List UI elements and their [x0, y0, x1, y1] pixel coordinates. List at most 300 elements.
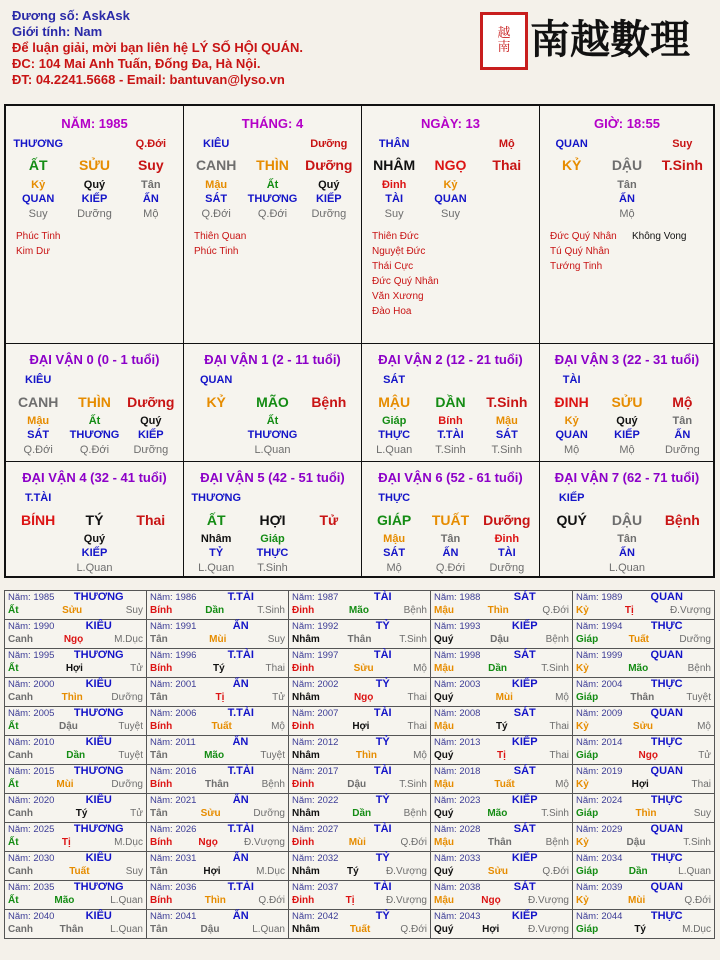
- year-god: T.TÀI: [227, 881, 254, 893]
- hidden-god: QUAN: [555, 429, 588, 441]
- year-cell-bottom: [292, 662, 427, 675]
- year-cell-bottom: [8, 836, 143, 849]
- hidden-state: L.Quan: [608, 562, 646, 574]
- year-label: Năm: 2039: [576, 882, 623, 893]
- year-cell-bottom: [292, 691, 427, 704]
- year-row: [5, 620, 715, 649]
- year-state: T.Sinh: [683, 837, 711, 848]
- year-branch: Ngọ: [198, 837, 218, 848]
- year-god: SÁT: [513, 823, 536, 835]
- year-cell: [431, 794, 573, 823]
- year-god: THƯƠNG: [73, 823, 124, 835]
- year-cell-top: [150, 794, 285, 807]
- blank: [123, 374, 179, 387]
- blank: [123, 492, 179, 505]
- hidden-state: Mộ: [386, 562, 402, 574]
- year-god: KIÊU: [85, 852, 112, 864]
- year-cell-top: [576, 823, 711, 836]
- year-cell-top: [576, 620, 711, 633]
- cell-row: [544, 179, 710, 192]
- year-cell: [5, 678, 147, 707]
- cell-row: [544, 208, 710, 221]
- year-cell-top: [8, 823, 143, 836]
- hidden-stem: Nhâm: [200, 533, 232, 545]
- cell-row: [10, 374, 179, 387]
- year-god: QUAN: [650, 765, 683, 777]
- hidden-god: THỰC: [256, 547, 289, 559]
- year-label: Năm: 2024: [576, 795, 623, 806]
- year-god: SÁT: [513, 649, 536, 661]
- year-label: Năm: 1987: [292, 592, 339, 603]
- year-cell: [573, 765, 715, 794]
- hidden-god: TÀI: [385, 193, 404, 205]
- year-label: Năm: 2015: [8, 766, 55, 777]
- year-cell-top: [576, 678, 711, 691]
- cell-row: [544, 157, 710, 173]
- year-cell-top: [150, 707, 285, 720]
- cell-row: [544, 444, 710, 457]
- year-label: Năm: 1988: [434, 592, 481, 603]
- year-god: KIẾP: [511, 910, 538, 922]
- period-title: ĐẠI VẬN 2 (12 - 21 tuổi): [378, 352, 523, 367]
- cell-row: [10, 157, 179, 173]
- year-god: ẤN: [232, 736, 249, 748]
- year-cell-top: [8, 620, 143, 633]
- year-cell-bottom: [434, 720, 569, 733]
- pillar-title: NGÀY: 13: [421, 116, 480, 131]
- year-state: Q.Đới: [542, 866, 569, 877]
- hidden-god: ẤN: [674, 429, 691, 441]
- year-cell-bottom: [292, 807, 427, 820]
- year-god: TỶ: [375, 852, 390, 864]
- blank: [599, 374, 654, 387]
- cell-row: [188, 492, 357, 505]
- year-god: ẤN: [232, 852, 249, 864]
- year-cell: [289, 794, 431, 823]
- year-branch: Mão: [204, 750, 225, 761]
- year-cell: [573, 620, 715, 649]
- period-phase: Thai: [136, 512, 166, 528]
- year-branch: Sửu: [632, 721, 653, 732]
- year-cell-bottom: [434, 662, 569, 675]
- hidden-state: Q.Đới: [435, 562, 466, 574]
- year-cell-bottom: [150, 633, 285, 646]
- year-cell-top: [150, 765, 285, 778]
- address: ĐC: 104 Mai Anh Tuấn, Đống Đa, Hà Nội.: [12, 56, 261, 71]
- year-cell-bottom: [8, 691, 143, 704]
- year-label: Năm: 2008: [434, 708, 481, 719]
- year-branch: Ngọ: [481, 895, 501, 906]
- year-stem: Nhâm: [292, 692, 320, 703]
- year-label: Năm: 1999: [576, 650, 623, 661]
- year-stem: Mậu: [434, 895, 454, 906]
- cell-row: [366, 533, 535, 546]
- year-cell-bottom: [8, 807, 143, 820]
- year-label: Năm: 2011: [150, 737, 196, 748]
- year-stem: Đinh: [292, 605, 315, 616]
- year-branch: Thân: [630, 692, 655, 703]
- year-row: [5, 794, 715, 823]
- year-stem: Bính: [150, 605, 173, 616]
- year-state: Mộ: [413, 663, 427, 674]
- hidden-state: Q.Đới: [79, 444, 110, 456]
- hidden-god: THƯƠNG: [247, 193, 298, 205]
- hidden-stem: Tân: [440, 533, 461, 545]
- year-branch: Tị: [61, 837, 71, 848]
- cell-row: [188, 562, 357, 575]
- year-cell-top: [434, 591, 569, 604]
- year-cell-bottom: [8, 662, 143, 675]
- year-label: Năm: 2000: [8, 679, 55, 690]
- year-state: Đ.Vượng: [669, 605, 711, 616]
- hidden-stem: Tân: [617, 179, 637, 191]
- hidden-state: Suy: [28, 208, 48, 220]
- year-stem: Mậu: [434, 663, 454, 674]
- cell-row: [366, 138, 535, 151]
- year-stem: Nhâm: [292, 634, 320, 645]
- cell-row: [188, 533, 357, 546]
- year-stem: Ất: [8, 895, 19, 906]
- year-god: THỰC: [650, 620, 683, 632]
- year-god: TÀI: [373, 591, 392, 603]
- earthly-branch: DẬU: [611, 157, 643, 173]
- cell-row: [10, 193, 179, 206]
- hidden-state: [10, 562, 66, 575]
- hidden-state: Mộ: [143, 208, 159, 220]
- year-state: T.Sinh: [541, 808, 569, 819]
- period-stem: CANH: [17, 394, 59, 410]
- year-label: Năm: 2032: [292, 853, 339, 864]
- year-state: Thai: [549, 750, 569, 761]
- year-cell-bottom: [8, 894, 143, 907]
- year-label: Năm: 2043: [434, 911, 481, 922]
- year-cell-top: [292, 910, 427, 923]
- year-branch: Tý: [634, 924, 646, 935]
- year-cell-bottom: [150, 894, 285, 907]
- star-item: Tướng Tinh: [550, 261, 603, 272]
- cell-row: [544, 415, 710, 428]
- year-cell-top: [434, 852, 569, 865]
- hidden-stem: Kỷ: [443, 179, 458, 191]
- pillar-title: THÁNG: 4: [241, 116, 304, 131]
- period-phase: Tử: [319, 512, 339, 528]
- hidden-state: Dưỡng: [489, 562, 525, 574]
- year-branch: Tị: [345, 895, 355, 906]
- year-state: T.Sinh: [541, 663, 569, 674]
- year-label: Năm: 2044: [576, 911, 623, 922]
- cell-row: [10, 394, 179, 410]
- period-title: ĐẠI VẬN 7 (62 - 71 tuổi): [554, 470, 700, 485]
- year-god: THỰC: [650, 794, 683, 806]
- year-cell: [5, 707, 147, 736]
- period-god: KIẾP: [558, 492, 585, 504]
- year-cell: [573, 881, 715, 910]
- heavenly-stem: ẤT: [28, 157, 48, 173]
- year-cell-top: [292, 794, 427, 807]
- year-state: Thai: [691, 779, 711, 790]
- year-cell: [573, 707, 715, 736]
- year-god: ẤN: [232, 794, 249, 806]
- year-branch: Hợi: [65, 663, 83, 674]
- blank: [301, 492, 357, 505]
- year-cell-top: [434, 707, 569, 720]
- year-row: [5, 707, 715, 736]
- year-cell-top: [8, 678, 143, 691]
- year-row: [5, 910, 715, 939]
- branch-phase: Dưỡng: [305, 157, 353, 173]
- year-cell-top: [292, 823, 427, 836]
- period-title: ĐẠI VẬN 1 (2 - 11 tuổi): [204, 352, 341, 367]
- hidden-god: SÁT: [383, 547, 406, 559]
- year-cell: [431, 823, 573, 852]
- year-branch: Dần: [352, 808, 372, 819]
- year-cell-bottom: [576, 720, 711, 733]
- blank: [66, 492, 122, 505]
- year-stem: Đinh: [292, 837, 315, 848]
- period-branch: TÝ: [85, 512, 104, 528]
- year-state: Mộ: [271, 721, 285, 732]
- year-cell: [431, 852, 573, 881]
- year-god: TỶ: [375, 910, 390, 922]
- year-stem: Kỷ: [576, 837, 589, 848]
- star-item: Phúc Tinh: [16, 231, 61, 242]
- year-cell-bottom: [8, 633, 143, 646]
- year-cell-bottom: [434, 836, 569, 849]
- year-branch: Sửu: [62, 605, 83, 616]
- period-box: [184, 462, 362, 578]
- star-list: [372, 229, 439, 319]
- hidden-stem: Mậu: [27, 415, 50, 427]
- year-cell-top: [8, 794, 143, 807]
- year-label: Năm: 2023: [434, 795, 481, 806]
- hidden-stem: Quý: [140, 415, 162, 427]
- year-cell-bottom: [576, 633, 711, 646]
- period-box: [362, 462, 540, 578]
- year-cell-top: [8, 707, 143, 720]
- year-state: Đ.Vượng: [385, 866, 427, 877]
- hidden-state: Dưỡng: [664, 444, 700, 456]
- period-branch: SỬU: [611, 394, 643, 410]
- year-branch: Sửu: [353, 663, 374, 674]
- hidden-state: Mộ: [619, 444, 635, 456]
- year-branch: Tý: [213, 663, 225, 674]
- year-label: Năm: 2041: [150, 911, 197, 922]
- year-stem: Canh: [8, 750, 33, 761]
- year-row: [5, 765, 715, 794]
- contact-note: Để luận giải, mời bạn liên hệ LÝ SỐ HỘI QUÁN.: [12, 40, 303, 55]
- hidden-state: T.Sinh: [257, 562, 288, 574]
- year-god: THỰC: [650, 852, 683, 864]
- hidden-stem: [479, 179, 535, 192]
- year-cell-bottom: [434, 865, 569, 878]
- year-cell-top: [150, 678, 285, 691]
- year-cell-bottom: [434, 894, 569, 907]
- year-cell-top: [292, 881, 427, 894]
- year-label: Năm: 2010: [8, 737, 55, 748]
- pillar-box: [362, 106, 540, 344]
- year-label: Năm: 2033: [434, 853, 481, 864]
- year-god: KIẾP: [511, 852, 538, 864]
- year-branch: Thìn: [355, 750, 377, 761]
- year-state: Dưỡng: [253, 808, 285, 819]
- year-branch: Sửu: [200, 808, 221, 819]
- star-item: Đào Hoa: [372, 306, 412, 317]
- period-stem: KỶ: [206, 394, 226, 410]
- year-state: Bệnh: [545, 634, 569, 645]
- cell-row: [188, 157, 357, 173]
- year-stem: Đinh: [292, 779, 315, 790]
- year-stem: Giáp: [576, 808, 599, 819]
- year-cell: [147, 794, 289, 823]
- year-cell-bottom: [292, 865, 427, 878]
- cell-row: [10, 429, 179, 442]
- year-state: T.Sinh: [399, 779, 427, 790]
- period-god: T.TÀI: [25, 492, 52, 504]
- year-label: Năm: 2009: [576, 708, 623, 719]
- hidden-god: QUAN: [21, 193, 55, 205]
- chart-grid: [4, 104, 715, 578]
- year-cell: [147, 881, 289, 910]
- year-god: KIÊU: [85, 736, 112, 748]
- year-label: Năm: 2007: [292, 708, 339, 719]
- year-state: Q.Đới: [400, 924, 427, 935]
- period-stem: ẤT: [206, 512, 226, 528]
- year-cell-bottom: [150, 836, 285, 849]
- cell-row: [544, 562, 710, 575]
- year-god: KIẾP: [511, 678, 538, 690]
- hidden-god: SÁT: [205, 193, 228, 205]
- year-cell-bottom: [576, 807, 711, 820]
- year-stem: Tân: [150, 866, 168, 877]
- year-branch: Dậu: [200, 924, 220, 935]
- year-branch: Dần: [205, 605, 225, 616]
- year-cell-bottom: [150, 662, 285, 675]
- hidden-god: TỶ: [209, 547, 224, 559]
- year-label: Năm: 2012: [292, 737, 339, 748]
- year-cell-top: [434, 649, 569, 662]
- hidden-state: [655, 208, 710, 221]
- year-state: Dưỡng: [679, 634, 711, 645]
- year-row: [5, 881, 715, 910]
- year-cell-bottom: [292, 836, 427, 849]
- year-cell: [147, 823, 289, 852]
- year-god: THƯƠNG: [73, 707, 124, 719]
- year-label: Năm: 1986: [150, 592, 197, 603]
- year-branch: Mùi: [495, 692, 513, 703]
- hidden-stem: Kỷ: [564, 415, 579, 427]
- year-branch: Ngọ: [353, 692, 374, 703]
- year-label: Năm: 2022: [292, 795, 339, 806]
- year-stem: Ất: [8, 605, 19, 616]
- year-cell-bottom: [8, 749, 143, 762]
- year-cell-bottom: [576, 662, 711, 675]
- year-stem: Nhâm: [292, 924, 320, 935]
- year-god: ẤN: [232, 678, 249, 690]
- year-god: KIÊU: [85, 678, 112, 690]
- blank: [244, 374, 300, 387]
- year-cell: [289, 823, 431, 852]
- year-cell: [147, 678, 289, 707]
- star-item: Thái Cực: [372, 261, 414, 272]
- year-god: T.TÀI: [227, 591, 254, 603]
- period-phase: Bệnh: [311, 394, 347, 410]
- hidden-god: ẤN: [442, 547, 459, 559]
- year-branch: Mùi: [56, 779, 74, 790]
- year-cell-bottom: [576, 604, 711, 617]
- period-stem: MẬU: [378, 394, 411, 410]
- year-label: Năm: 1995: [8, 650, 55, 661]
- blank: [301, 374, 357, 387]
- year-cell-bottom: [434, 778, 569, 791]
- year-cell: [289, 910, 431, 939]
- year-cell: [573, 823, 715, 852]
- pillar-box: [540, 106, 715, 344]
- branch-phase: Suy: [137, 157, 164, 173]
- year-state: M.Dục: [682, 924, 711, 935]
- year-branch: Dậu: [59, 721, 78, 732]
- year-label: Năm: 1989: [576, 592, 623, 603]
- hidden-state: L.Quan: [254, 444, 291, 456]
- year-row: [5, 736, 715, 765]
- year-cell-top: [8, 591, 143, 604]
- cell-row: [544, 138, 710, 151]
- year-god: TÀI: [373, 823, 392, 835]
- year-cell-top: [434, 823, 569, 836]
- year-state: Mộ: [413, 750, 427, 761]
- year-branch: Tuất: [494, 779, 515, 790]
- year-cell-bottom: [150, 720, 285, 733]
- cell-row: [544, 533, 710, 546]
- year-cell: [147, 765, 289, 794]
- cell-row: [366, 374, 535, 387]
- hidden-stem: Ất: [266, 415, 279, 427]
- star-list: [16, 229, 60, 259]
- seal-stamp: [480, 12, 528, 70]
- year-cell-bottom: [150, 604, 285, 617]
- hidden-god: THƯƠNG: [247, 429, 298, 441]
- period-box: [540, 462, 715, 578]
- year-stem: Quý: [434, 808, 454, 819]
- year-label: Năm: 2018: [434, 766, 481, 777]
- year-cell: [5, 591, 147, 620]
- period-stem: BÍNH: [21, 512, 56, 528]
- period-title: ĐẠI VẬN 5 (42 - 51 tuổi): [200, 470, 345, 485]
- year-god: THỰC: [650, 678, 683, 690]
- year-cell: [5, 910, 147, 939]
- hidden-stem: Tân: [141, 179, 161, 191]
- year-cell-bottom: [150, 807, 285, 820]
- star-item: Không Vong: [632, 231, 687, 242]
- seal-char-2: 南: [497, 40, 511, 55]
- period-box: [362, 344, 540, 462]
- year-cell: [147, 591, 289, 620]
- pillar-state: Suy: [672, 138, 693, 150]
- hidden-stem: [544, 179, 599, 192]
- hidden-stem: Ất: [88, 415, 101, 427]
- hidden-stem: Đinh: [494, 533, 520, 545]
- year-label: Năm: 1990: [8, 621, 55, 632]
- year-stem: Quý: [434, 924, 454, 935]
- hidden-state: Dưỡng: [311, 208, 347, 220]
- year-cell-top: [292, 620, 427, 633]
- year-branch: Tý: [75, 808, 88, 819]
- year-cell-bottom: [434, 691, 569, 704]
- year-cell: [573, 649, 715, 678]
- year-cell-bottom: [150, 865, 285, 878]
- cell-row: [188, 193, 357, 206]
- brand-calligraphy: 南越數理: [530, 16, 690, 63]
- year-god: SÁT: [513, 765, 536, 777]
